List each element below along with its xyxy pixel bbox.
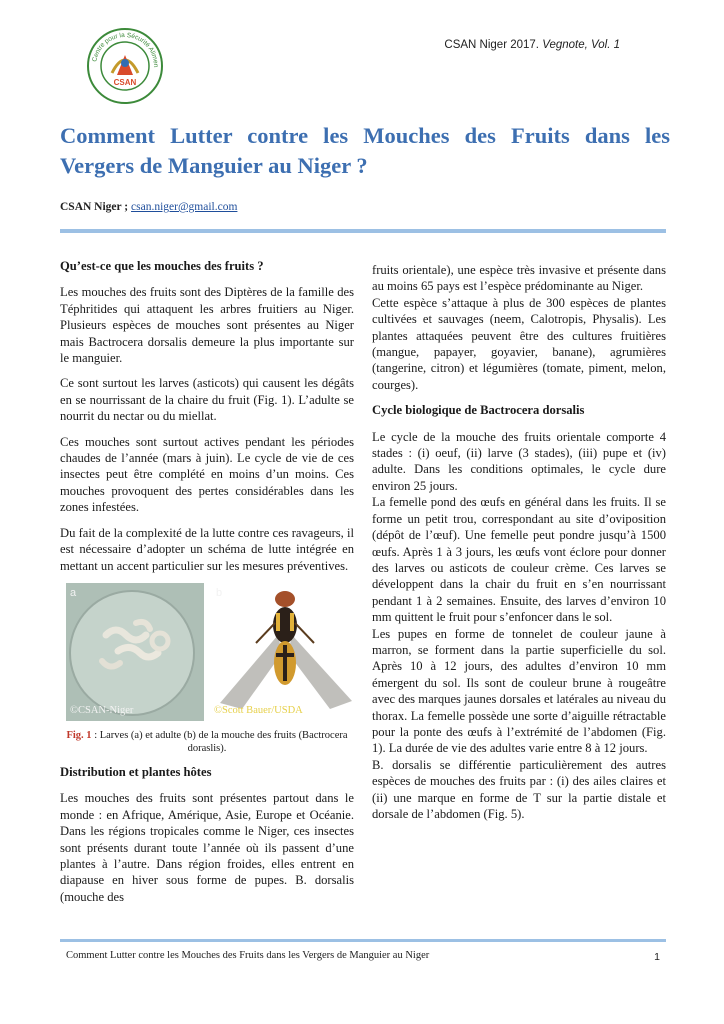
caption-text: : Larves (a) et adulte (b) de la mouche des fruits (Bactrocera doraslis). [91, 729, 348, 754]
section-heading-what: Qu’est-ce que les mouches des fruits ? [60, 259, 264, 273]
figure-label-b: b [216, 586, 223, 599]
left-column [60, 258, 354, 905]
paragraph: Le cycle de la mouche des fruits orientale comporte 4 stades : (i) oeuf, (ii) larve (3 stades), (iii) pupe et (iv) adulte. Dans les conditions optimales, le cycle dure environ 25 jours. [372, 429, 666, 493]
author: CSAN Niger ; [60, 201, 129, 213]
paragraph: Les pupes en forme de tonnelet de couleur jaune à marron, se forment dans la partie superficielle du sol. Après 10 à 12 jours, des adultes d’environ 10 mm émergent du sol. Ils sont de couleur brune à rougeâtre avec des marques jaunes dorsales et latérales au niveau du thorax. La femelle possède une sorte d’aiguille rétractable pour la ponte des œufs à l’extrémité de l’abdomen (Fig. 1). La durée de vie des adultes varie entre 8 à 12 jours. [372, 626, 666, 756]
page-title: Comment Lutter contre les Mouches des Fruits dans les Vergers de Manguier au Niger ? [60, 123, 670, 178]
running-head-series: Vegnote, Vol. 1 [542, 39, 620, 51]
photo-credit-b: ©Scott Bauer/USDA [214, 704, 303, 716]
csan-logo [86, 27, 164, 105]
footer-divider [60, 939, 666, 942]
section-heading-cycle: Cycle biologique de Bactrocera dorsalis [372, 403, 585, 418]
paragraph: Les mouches des fruits sont présentes partout dans le monde : en Afrique, Amérique, Asie, Europe et Océanie. Dans les régions tropicales comme le Niger, ces insectes sont présents durant toute l’année où ils passent d’une plantes à l’autre. Dans région froides, elles entrent en diapause en hiver sous forme de pupes. B. dorsalis (mouche des [60, 791, 354, 904]
logo-ring-text: Centre pour la Sécurité Alimen [91, 31, 160, 68]
paragraph: La femelle pond des œufs en général dans les fruits. Il se forme un petit trou, correspondant au site d’oviposition (dépôt de l’œuf). Une femelle peut pondre jusqu’à 1500 œufs. Après 1 à 3 jours, les œufs vont éclore pour donner des larves ou asticots de couleur crème. Ces larves se développent dans la chair du fruit en s’en nourrissant pendant 1 à 2 semaines. Ensuite, des larves d’environ 10 mm quittent le fruit pour s’enfoncer dans le sol. [372, 495, 666, 625]
caption-label: Fig. 1 [66, 729, 92, 741]
section-heading-distribution: Distribution et plantes hôtes [60, 764, 212, 779]
figure-caption [60, 729, 354, 755]
page-number: 1 [654, 951, 660, 963]
paragraph: Ces mouches sont surtout actives pendant les périodes chaudes de l’année (mars à juin). Le cycle de vie de ces insectes peut être complété en moins d’un moins. Ces mouches provoquent des pertes considérables dans les zones infestées. [60, 434, 354, 515]
paragraph: Les mouches des fruits sont des Diptères de la famille des Téphritides qui attaquent les arbres fruitiers au Niger. Plusieurs espèces de mouches sont présentes au Niger mais Bactrocera dorsalis demeure la plus importante sur le manguier. [60, 285, 354, 366]
figure-label-a: a [70, 586, 77, 599]
svg-text:CSAN: CSAN [113, 78, 137, 87]
larvae-photo [66, 583, 204, 721]
running-head-prefix: CSAN Niger 2017. [444, 39, 539, 51]
byline [60, 201, 237, 213]
right-column [372, 262, 666, 822]
paragraph: Du fait de la complexité de la lutte contre ces ravageurs, il est nécessaire d’adopter un schéma de lutte intégrée en mettant un accent particulier sur les mesures préventives. [60, 525, 354, 573]
figure-1 [60, 583, 354, 723]
email-link[interactable]: csan.niger@gmail.com [131, 201, 238, 213]
footer-title: Comment Lutter contre les Mouches des Fruits dans les Vergers de Manguier au Niger [66, 950, 430, 961]
paragraph: Cette espèce s’attaque à plus de 300 espèces de plantes cultivées et sauvages (neem, Calotropis, Physalis). Les plantes attaquées peuvent être des cultures fruitières (mangue, papayer, goyavier, banane), agrumières (tangerine, citron) et légumières (tomate, piment, melon, courges). [372, 295, 666, 392]
header-divider [60, 229, 666, 233]
photo-credit-a: ©CSAN-Niger [70, 704, 134, 716]
paragraph: fruits orientale), une espèce très invasive et présente dans au moins 65 pays est l’espèce prédominante au Niger. [372, 263, 666, 294]
running-head [444, 39, 620, 51]
paragraph: B. dorsalis se différentie particulièrement des autres espèces de mouches des fruits par : (i) des ailes claires et (ii) une marque en forme de T sur la partie distale et dorsale de l’abdomen (Fig. 5). [372, 757, 666, 821]
paragraph: Ce sont surtout les larves (asticots) qui causent les dégâts en se nourrissant de la chaire du fruit (Fig. 1). L’adulte se nourrit du nectar ou du miellat. [60, 376, 354, 424]
adult-fly-photo [212, 583, 358, 721]
